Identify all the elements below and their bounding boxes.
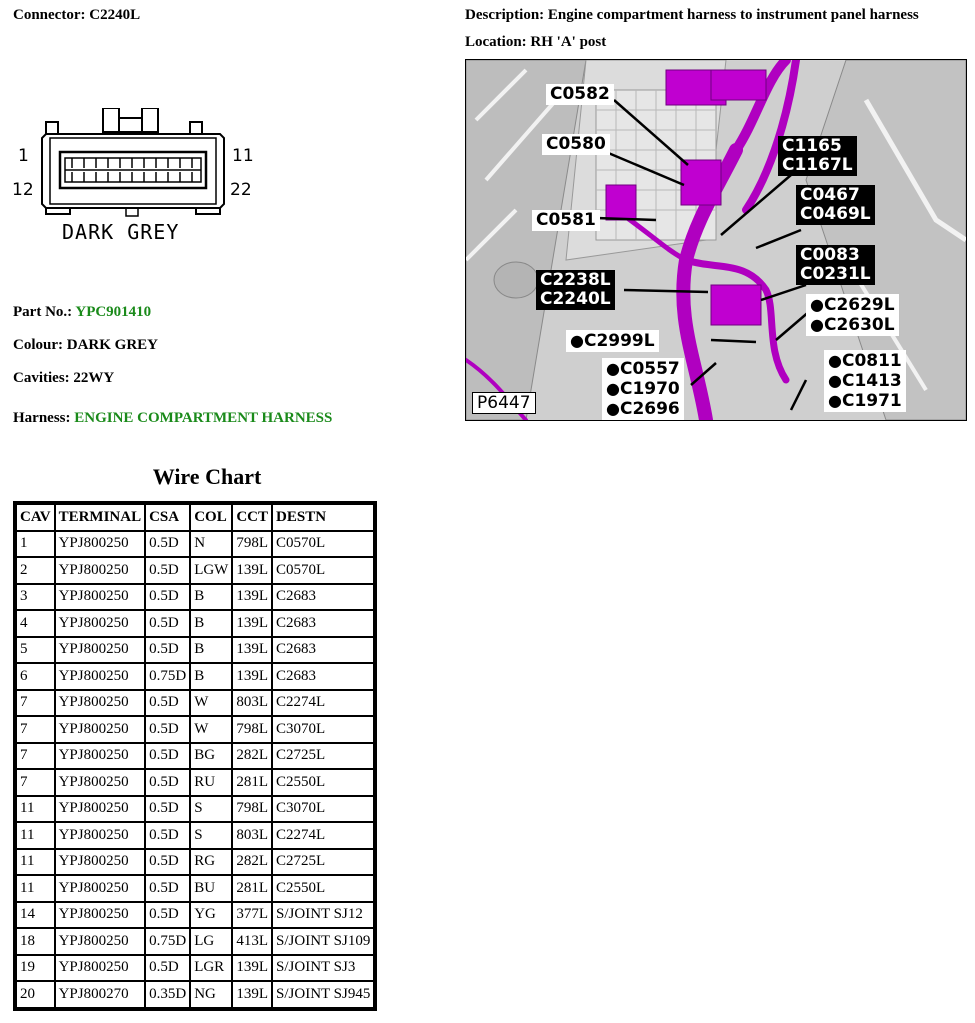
cell-col: B xyxy=(190,610,232,637)
connector-colour-caption: DARK GREY xyxy=(62,220,180,244)
cell-cav: 11 xyxy=(16,796,55,823)
column-header-cct: CCT xyxy=(232,504,272,531)
cell-destn: C2550L xyxy=(272,875,374,902)
table-row xyxy=(16,610,374,637)
cell-col: RU xyxy=(190,769,232,796)
cell-col: LGR xyxy=(190,955,232,982)
cell-destn: C3070L xyxy=(272,796,374,823)
bullet-icon: ● xyxy=(570,331,584,350)
table-row xyxy=(16,875,374,902)
photo-label-c0811: C0811 xyxy=(841,351,902,371)
cell-terminal: YPJ800250 xyxy=(55,663,146,690)
photo-label-c0582: C0582 xyxy=(546,84,614,105)
table-row xyxy=(16,690,374,717)
connector-value: C2240L xyxy=(89,7,141,23)
cell-col: B xyxy=(190,584,232,611)
cell-col: B xyxy=(190,637,232,664)
cell-csa: 0.5D xyxy=(145,822,190,849)
cell-col: BU xyxy=(190,875,232,902)
photo-label-c2238l-group xyxy=(536,270,615,310)
cell-col: LGW xyxy=(190,557,232,584)
table-row xyxy=(16,743,374,770)
photo-label-c0581: C0581 xyxy=(532,210,600,231)
photo-id-badge: P6447 xyxy=(472,392,536,414)
cavities-label: Cavities: xyxy=(13,370,70,386)
cell-csa: 0.5D xyxy=(145,716,190,743)
cell-destn: S/JOINT SJ109 xyxy=(272,928,374,955)
cell-col: BG xyxy=(190,743,232,770)
table-row xyxy=(16,796,374,823)
cell-cct: 798L xyxy=(232,796,272,823)
cell-destn: C2725L xyxy=(272,849,374,876)
cell-cav: 7 xyxy=(16,769,55,796)
description-label: Description: xyxy=(465,7,545,23)
bullet-icon: ● xyxy=(828,351,842,370)
bullet-icon: ● xyxy=(606,379,620,398)
table-row xyxy=(16,663,374,690)
wire-chart-title: Wire Chart xyxy=(152,464,262,489)
cell-cav: 11 xyxy=(16,849,55,876)
cell-cct: 139L xyxy=(232,557,272,584)
photo-label-c1167l: C1167L xyxy=(782,155,853,175)
photo-label-c2240l: C2240L xyxy=(540,289,611,309)
photo-label-c2629l-group xyxy=(806,294,899,336)
location-line xyxy=(465,34,606,51)
table-row xyxy=(16,955,374,982)
cell-csa: 0.5D xyxy=(145,743,190,770)
photo-label-c2630l: C2630L xyxy=(823,315,895,335)
harness-value[interactable]: ENGINE COMPARTMENT HARNESS xyxy=(74,410,333,426)
cell-destn: C2725L xyxy=(272,743,374,770)
cell-destn: C2274L xyxy=(272,690,374,717)
cell-cct: 139L xyxy=(232,981,272,1008)
cell-terminal: YPJ800250 xyxy=(55,637,146,664)
photo-label-c1970: C1970 xyxy=(619,379,680,399)
cell-cav: 5 xyxy=(16,637,55,664)
connector-label: Connector: xyxy=(13,7,86,23)
cell-csa: 0.5D xyxy=(145,584,190,611)
table-row xyxy=(16,769,374,796)
cell-cct: 282L xyxy=(232,743,272,770)
column-header-destn: DESTN xyxy=(272,504,374,531)
table-row xyxy=(16,928,374,955)
photo-label-c0557: C0557 xyxy=(619,359,680,379)
photo-label-c0231l: C0231L xyxy=(800,264,871,284)
cell-col: LG xyxy=(190,928,232,955)
cell-csa: 0.5D xyxy=(145,769,190,796)
cell-destn: C0570L xyxy=(272,557,374,584)
cavities-line xyxy=(13,370,114,387)
cell-terminal: YPJ800250 xyxy=(55,875,146,902)
cell-csa: 0.5D xyxy=(145,902,190,929)
harness-label: Harness: xyxy=(13,410,71,426)
column-header-col: COL xyxy=(190,504,232,531)
cell-csa: 0.75D xyxy=(145,928,190,955)
cell-destn: S/JOINT SJ3 xyxy=(272,955,374,982)
pin-number-bottom-right: 22 xyxy=(230,180,252,200)
table-row xyxy=(16,981,374,1008)
cell-col: S xyxy=(190,822,232,849)
table-row xyxy=(16,557,374,584)
column-header-cav: CAV xyxy=(16,504,55,531)
cell-destn: C2683 xyxy=(272,610,374,637)
cell-csa: 0.5D xyxy=(145,849,190,876)
cell-cct: 281L xyxy=(232,769,272,796)
cell-cct: 139L xyxy=(232,584,272,611)
cell-destn: S/JOINT SJ945 xyxy=(272,981,374,1008)
cell-terminal: YPJ800250 xyxy=(55,769,146,796)
cell-col: NG xyxy=(190,981,232,1008)
location-photo xyxy=(465,59,967,421)
cell-csa: 0.5D xyxy=(145,531,190,558)
pin-number-top-left: 1 xyxy=(18,146,29,166)
table-row xyxy=(16,716,374,743)
cell-destn: C0570L xyxy=(272,531,374,558)
cell-csa: 0.5D xyxy=(145,610,190,637)
cell-col: S xyxy=(190,796,232,823)
cell-cct: 139L xyxy=(232,663,272,690)
location-value: RH 'A' post xyxy=(530,34,607,50)
cell-csa: 0.5D xyxy=(145,955,190,982)
photo-label-c0083-group xyxy=(796,245,875,285)
cell-col: YG xyxy=(190,902,232,929)
photo-label-c0580: C0580 xyxy=(542,134,610,155)
photo-label-c0469l: C0469L xyxy=(800,204,871,224)
photo-label-c1165-group xyxy=(778,136,857,176)
part-number-label: Part No.: xyxy=(13,304,73,320)
part-number-line xyxy=(13,304,151,321)
colour-value: DARK GREY xyxy=(66,337,159,353)
bullet-icon: ● xyxy=(810,295,824,314)
cell-cct: 798L xyxy=(232,531,272,558)
cell-cav: 7 xyxy=(16,716,55,743)
photo-label-c2629l: C2629L xyxy=(823,295,895,315)
bullet-icon: ● xyxy=(606,399,620,418)
photo-label-c2238l: C2238L xyxy=(540,270,611,290)
cell-terminal: YPJ800250 xyxy=(55,928,146,955)
photo-label-c0083: C0083 xyxy=(800,245,860,265)
cell-csa: 0.5D xyxy=(145,875,190,902)
bullet-icon: ● xyxy=(810,315,824,334)
cell-cav: 4 xyxy=(16,610,55,637)
cell-destn: C3070L xyxy=(272,716,374,743)
table-row xyxy=(16,531,374,558)
cell-terminal: YPJ800250 xyxy=(55,584,146,611)
cell-cct: 377L xyxy=(232,902,272,929)
cell-terminal: YPJ800250 xyxy=(55,902,146,929)
description-line xyxy=(465,7,919,24)
cell-col: N xyxy=(190,531,232,558)
pin-number-bottom-left: 12 xyxy=(12,180,34,200)
table-row xyxy=(16,822,374,849)
cell-terminal: YPJ800250 xyxy=(55,557,146,584)
cell-cav: 20 xyxy=(16,981,55,1008)
cell-cav: 7 xyxy=(16,690,55,717)
cell-cct: 139L xyxy=(232,610,272,637)
cell-col: RG xyxy=(190,849,232,876)
cell-cct: 281L xyxy=(232,875,272,902)
table-row xyxy=(16,902,374,929)
photo-label-c1165: C1165 xyxy=(782,136,842,156)
cell-csa: 0.35D xyxy=(145,981,190,1008)
cell-cav: 18 xyxy=(16,928,55,955)
cell-destn: C2683 xyxy=(272,584,374,611)
cell-col: W xyxy=(190,690,232,717)
photo-label-c0557-group xyxy=(602,358,684,420)
bullet-icon: ● xyxy=(606,359,620,378)
cell-cct: 803L xyxy=(232,822,272,849)
cell-terminal: YPJ800250 xyxy=(55,531,146,558)
cell-destn: C2683 xyxy=(272,663,374,690)
photo-label-c0467: C0467 xyxy=(800,185,860,205)
cell-cct: 139L xyxy=(232,955,272,982)
colour-label: Colour: xyxy=(13,337,63,353)
wire-chart-table xyxy=(13,501,377,1011)
photo-label-c0811-group xyxy=(824,350,906,412)
table-header-row xyxy=(16,504,374,531)
cell-terminal: YPJ800250 xyxy=(55,796,146,823)
cell-cav: 6 xyxy=(16,663,55,690)
cell-cav: 11 xyxy=(16,822,55,849)
cell-cct: 413L xyxy=(232,928,272,955)
harness-line xyxy=(13,410,332,427)
photo-label-c2696: C2696 xyxy=(619,399,680,419)
photo-label-c1413: C1413 xyxy=(841,371,902,391)
connector-line xyxy=(13,7,140,24)
cell-cct: 282L xyxy=(232,849,272,876)
cell-destn: C2550L xyxy=(272,769,374,796)
cell-cav: 19 xyxy=(16,955,55,982)
cell-terminal: YPJ800250 xyxy=(55,716,146,743)
connector-face-diagram xyxy=(10,108,260,248)
photo-label-c1971: C1971 xyxy=(841,391,902,411)
cell-terminal: YPJ800250 xyxy=(55,610,146,637)
cell-csa: 0.5D xyxy=(145,557,190,584)
part-number-value[interactable]: YPC901410 xyxy=(75,304,152,320)
cell-col: B xyxy=(190,663,232,690)
cell-terminal: YPJ800250 xyxy=(55,690,146,717)
column-header-terminal: TERMINAL xyxy=(55,504,146,531)
photo-label-c0467-group xyxy=(796,185,875,225)
table-row xyxy=(16,637,374,664)
cell-destn: S/JOINT SJ12 xyxy=(272,902,374,929)
cell-destn: C2274L xyxy=(272,822,374,849)
cell-cav: 3 xyxy=(16,584,55,611)
table-row xyxy=(16,584,374,611)
cell-destn: C2683 xyxy=(272,637,374,664)
bullet-icon: ● xyxy=(828,391,842,410)
cell-cav: 14 xyxy=(16,902,55,929)
cell-terminal: YPJ800270 xyxy=(55,981,146,1008)
cell-csa: 0.5D xyxy=(145,637,190,664)
bullet-icon: ● xyxy=(828,371,842,390)
cell-terminal: YPJ800250 xyxy=(55,822,146,849)
cell-terminal: YPJ800250 xyxy=(55,849,146,876)
cell-cct: 803L xyxy=(232,690,272,717)
column-header-csa: CSA xyxy=(145,504,190,531)
cell-cav: 7 xyxy=(16,743,55,770)
cell-csa: 0.75D xyxy=(145,663,190,690)
cell-cct: 139L xyxy=(232,637,272,664)
cell-cav: 2 xyxy=(16,557,55,584)
photo-label-c2999l: C2999L xyxy=(583,331,655,351)
cell-cav: 11 xyxy=(16,875,55,902)
colour-line xyxy=(13,337,158,354)
cell-csa: 0.5D xyxy=(145,690,190,717)
cell-csa: 0.5D xyxy=(145,796,190,823)
photo-label-c2999l-group xyxy=(566,330,659,352)
table-row xyxy=(16,849,374,876)
cell-col: W xyxy=(190,716,232,743)
cell-terminal: YPJ800250 xyxy=(55,955,146,982)
location-label: Location: xyxy=(465,34,527,50)
pin-number-top-right: 11 xyxy=(232,146,254,166)
cell-cct: 798L xyxy=(232,716,272,743)
cell-terminal: YPJ800250 xyxy=(55,743,146,770)
cavities-value: 22WY xyxy=(73,370,115,386)
cell-cav: 1 xyxy=(16,531,55,558)
wire-chart-body xyxy=(16,531,374,1008)
description-value: Engine compartment harness to instrument panel harness xyxy=(547,7,919,23)
